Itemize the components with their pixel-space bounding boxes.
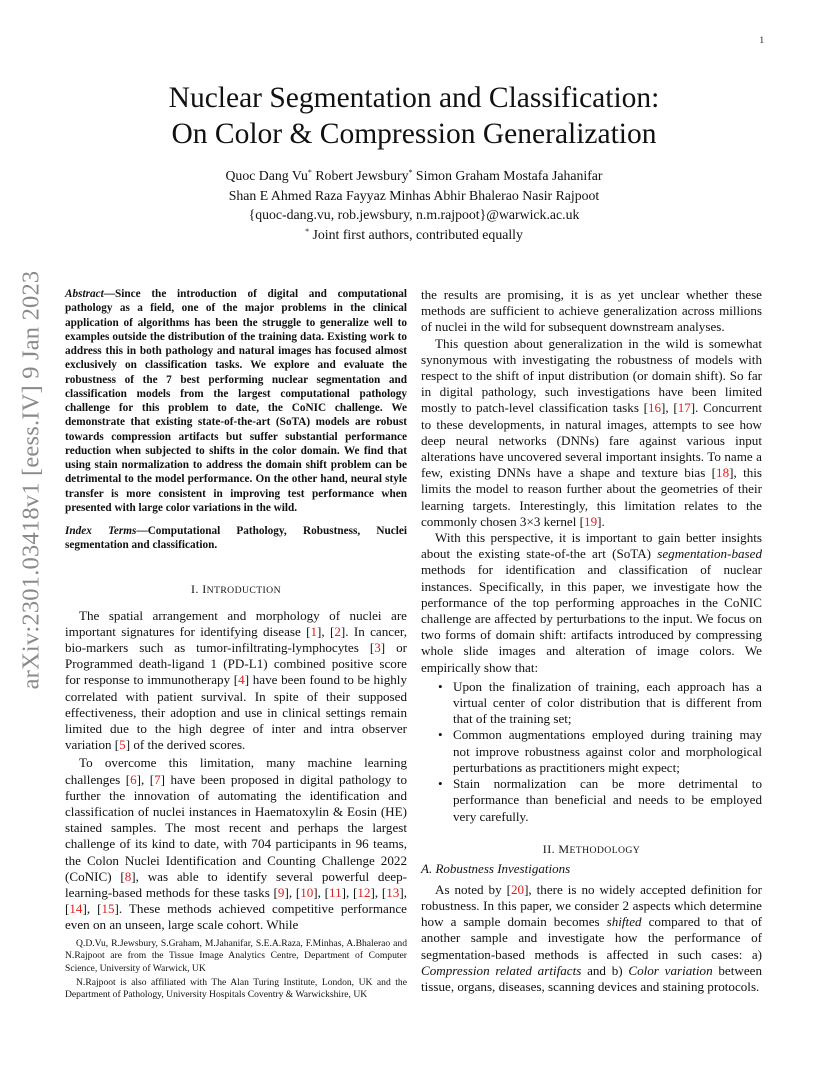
text-run: ]. These methods achieved competitive performance even on an unseen, large scale cohort. While <box>65 901 407 933</box>
author-block <box>0 166 828 244</box>
page-number: 1 <box>759 35 764 45</box>
text-run: The spatial arrangement and morphology of nuclei are important signatures for identifying disease [ <box>65 607 407 639</box>
citation-link[interactable]: 4 <box>238 672 245 688</box>
text-run: ], [ <box>65 884 407 917</box>
equal-contrib-mark: * <box>408 168 413 177</box>
text-run: ], there is no widely accepted definition for robustness. In this paper, we consider 2 aspects which determine how a sample domain becomes <box>421 881 762 930</box>
citation-link[interactable]: 2 <box>334 623 341 639</box>
subsection-heading: A. Robustness Investigations <box>421 860 571 876</box>
list-item <box>438 678 762 728</box>
abstract-label: Abstract <box>65 288 104 300</box>
text-run: ], [ <box>136 771 155 787</box>
author-line-1 <box>0 166 828 186</box>
author-note-text: Joint first authors, contributed equally <box>309 226 523 242</box>
citation-link[interactable]: 8 <box>124 868 132 884</box>
citation-link[interactable]: 3 <box>374 639 381 655</box>
bullet-icon: • <box>438 678 443 694</box>
author-emails: {quoc-dang.vu, rob.jewsbury, n.m.rajpoot}@warwick.ac.uk <box>248 207 580 222</box>
text-run: ]. <box>597 513 605 529</box>
title-line-1: Nuclear Segmentation and Classification: <box>168 82 660 114</box>
text-run: ]. Concurrent to these developments, in natural images, attempts to see how deep neural networks (DNNs) fare against various input alterations have uncovered several important insights. To name a few, existing DNNs have a shape and texture bias [ <box>421 400 762 481</box>
author-line-2: Shan E Ahmed Raza Fayyaz Minhas Abhir Bhalerao Nasir Rajpoot <box>228 187 600 203</box>
emphasis: Compression related artifacts <box>421 962 582 978</box>
citation-link[interactable]: 12 <box>357 884 371 900</box>
citation-link[interactable]: 18 <box>716 465 730 481</box>
paper-title <box>0 80 828 152</box>
footnote-affiliation: N.Rajpoot is also affiliated with The Alan Turing Institute, London, UK and the Department of Pathology, University Hospitals Coventry & Warwickshire, UK <box>65 976 407 1001</box>
right-paragraph-3 <box>421 530 762 676</box>
citation-link[interactable]: 6 <box>130 771 137 787</box>
abstract <box>65 287 407 515</box>
citation-link[interactable]: 9 <box>277 884 285 900</box>
citation-link[interactable]: 11 <box>329 884 342 900</box>
left-column <box>65 287 407 934</box>
list-item-text: Common augmentations employed during training may not improve robustness against color and morphological perturbations as practitioners might expect; <box>453 727 762 775</box>
bullet-icon: • <box>438 776 443 792</box>
list-item-text: Stain normalization can be more detrimental to performance than beneficial and needs to be employed very carefully. <box>453 776 762 824</box>
citation-link[interactable]: 19 <box>584 513 598 529</box>
list-item-text: Upon the finalization of training, each approach has a virtual center of color distribution that is different from that of the training set; <box>453 678 762 727</box>
citation-link[interactable]: 16 <box>647 400 662 416</box>
citation-link[interactable]: 5 <box>119 737 126 753</box>
text-run: methods for identification and classification of nuclear instances. Specifically, in this paper, we investigate how the performance of the top performing approaches in the CoNIC challenge are affected by perturbations to the input. We focus on two forms of domain shift: artifacts introduced by compressing whole slide images and alteration of image colors. We empirically show that: <box>421 562 762 675</box>
text-run: With this perspective, it is important to gain better insights about the existing state-of-the art (SoTA) <box>421 530 762 562</box>
text-run: ], was able to identify several powerful deep-learning-based methods for these tasks [ <box>65 868 407 900</box>
text-run: ], [ <box>341 884 358 900</box>
text-run: ] or Programmed death-ligand 1 (PD-L1) combined positive score for response to immunotherapy [ <box>65 639 408 688</box>
section-title-smallcaps: ETHODOLOGY <box>569 844 641 856</box>
section-heading-methodology <box>421 842 762 857</box>
intro-paragraph-2 <box>65 755 407 933</box>
citation-link[interactable]: 7 <box>154 771 161 787</box>
emphasis: Color variation <box>628 962 713 978</box>
text-run: This question about generalization in the wild is somewhat synonymous with investigating the robustness of models with respect to the shift of input distribution (or domain shift). So far in digital pathology, such investigations have been limited mostly to patch-level classification tasks [ <box>421 335 762 416</box>
arxiv-stamp-text: arXiv:2301.03418v1 [eess.IV] 9 Jan 2023 <box>17 270 45 690</box>
citation-link[interactable]: 13 <box>386 884 400 900</box>
section-numeral: I. I <box>191 581 207 596</box>
text-run: To overcome this limitation, many machine learning challenges [ <box>65 755 407 787</box>
text-run: compared to that of another sample and investigate how the performance of segmentation-based methods is affected in such cases: a) <box>421 914 762 962</box>
citation-link[interactable]: 15 <box>101 901 115 917</box>
emphasis: shifted <box>606 914 642 930</box>
text-run: ] of the derived scores. <box>125 737 246 753</box>
text-run: between tissue, organs, diseases, scanning devices and staining protocols. <box>421 962 762 994</box>
index-terms <box>65 524 407 553</box>
right-paragraph-1: the results are promising, it is as yet unclear whether these methods are sufficient to achieve generalization across millions of nuclei in the wild for subsequent downstream analyses. <box>421 287 762 335</box>
section-numeral: II. M <box>542 841 570 856</box>
intro-paragraph-1 <box>65 608 407 754</box>
author-name: Robert Jewsbury <box>311 168 409 183</box>
citation-link[interactable]: 14 <box>69 901 83 917</box>
text-run: ], [ <box>313 884 330 900</box>
text-run: ] have been found to be highly correlated with patient survival. In spite of their supposed effectiveness, their adoption and use in clinical settings remain limited due to the high degree of inter and intra observer variation [ <box>65 672 407 753</box>
footnotes <box>65 938 407 1001</box>
equal-contrib-mark: * <box>305 226 310 236</box>
right-column <box>421 287 762 995</box>
list-item <box>438 727 762 776</box>
text-run: ], [ <box>661 400 678 416</box>
methodology-paragraph-1 <box>421 882 762 995</box>
index-terms-text: —Computational Pathology, Robustness, Nuclei segmentation and classification. <box>65 525 407 552</box>
text-run: ], [ <box>317 623 335 639</box>
citation-link[interactable]: 1 <box>310 623 318 639</box>
author-note <box>0 225 828 245</box>
citation-link[interactable]: 20 <box>510 881 525 897</box>
title-line-2: On Color & Compression Generalization <box>171 118 657 150</box>
right-paragraph-2 <box>421 336 762 530</box>
text-run: ] have been proposed in digital pathology to further the innovation of automating the identification and classification of nuclei instances in Haematoxylin & Eosin (HE) stained samples. The most recent and perhaps the largest challenge of its kind to date, with 704 participants in 96 teams, the Colon Nuclei Identification and Counting Challenge 2022 (CoNIC) [ <box>65 771 407 884</box>
footnote-affiliation: Q.D.Vu, R.Jewsbury, S.Graham, M.Jahanifar, S.E.A.Raza, F.Minhas, A.Bhalerao and N.Rajpoot are from the Tissue Image Analytics Centre, Department of Computer Science, University of Warwick, UK <box>65 938 407 974</box>
emphasis: segmentation-based <box>657 546 762 562</box>
author-name: Quoc Dang Vu <box>225 168 308 183</box>
text-run: ], this limits the model to reason further about the geometries of their learning targets. Interestingly, this limitation relates to the commonly chosen 3×3 kernel [ <box>421 465 762 529</box>
text-run: ], [ <box>284 884 301 900</box>
list-item <box>438 776 762 825</box>
text-run: As noted by [ <box>435 881 511 897</box>
citation-link[interactable]: 17 <box>677 400 691 416</box>
equal-contrib-mark: * <box>307 168 312 177</box>
text-run: and b) <box>581 962 629 978</box>
findings-list <box>421 679 762 825</box>
text-run: ], [ <box>82 901 102 917</box>
index-terms-label: Index Terms <box>65 525 137 537</box>
bullet-icon: • <box>438 727 443 743</box>
arxiv-stamp <box>8 270 54 690</box>
section-title-smallcaps: NTRODUCTION <box>206 584 281 596</box>
author-names: Simon Graham Mostafa Jahanifar <box>412 168 603 183</box>
text-run: ], [ <box>370 884 387 900</box>
text-run: ]. In cancer, bio-markers such as tumor-infiltrating-lymphocytes [ <box>65 623 407 655</box>
section-heading-introduction <box>65 582 407 597</box>
abstract-text: —Since the introduction of digital and computational pathology as a field, one of the major problems in the clinical application of algorithms has been the struggle to generalize well to examples outside the distribution of the training data. Existing work to address this in both pathology and natural images has focused almost exclusively on classification tasks. We explore and evaluate the robustness of the 7 best performing nuclear segmentation and classification models from the largest computational pathology challenge for this problem to date, the CoNIC challenge. We demonstrate that existing state-of-the-art (SoTA) models are robust towards compression artifacts but suffer substantial performance reduction when subjected to shifts in the color domain. We find that using stain normalization to address the domain shift problem can be detrimental to the model performance. On the other hand, neural style transfer is more consistent in improving test performance when presented with large color variations in the wild. <box>65 288 407 514</box>
citation-link[interactable]: 10 <box>300 884 314 900</box>
